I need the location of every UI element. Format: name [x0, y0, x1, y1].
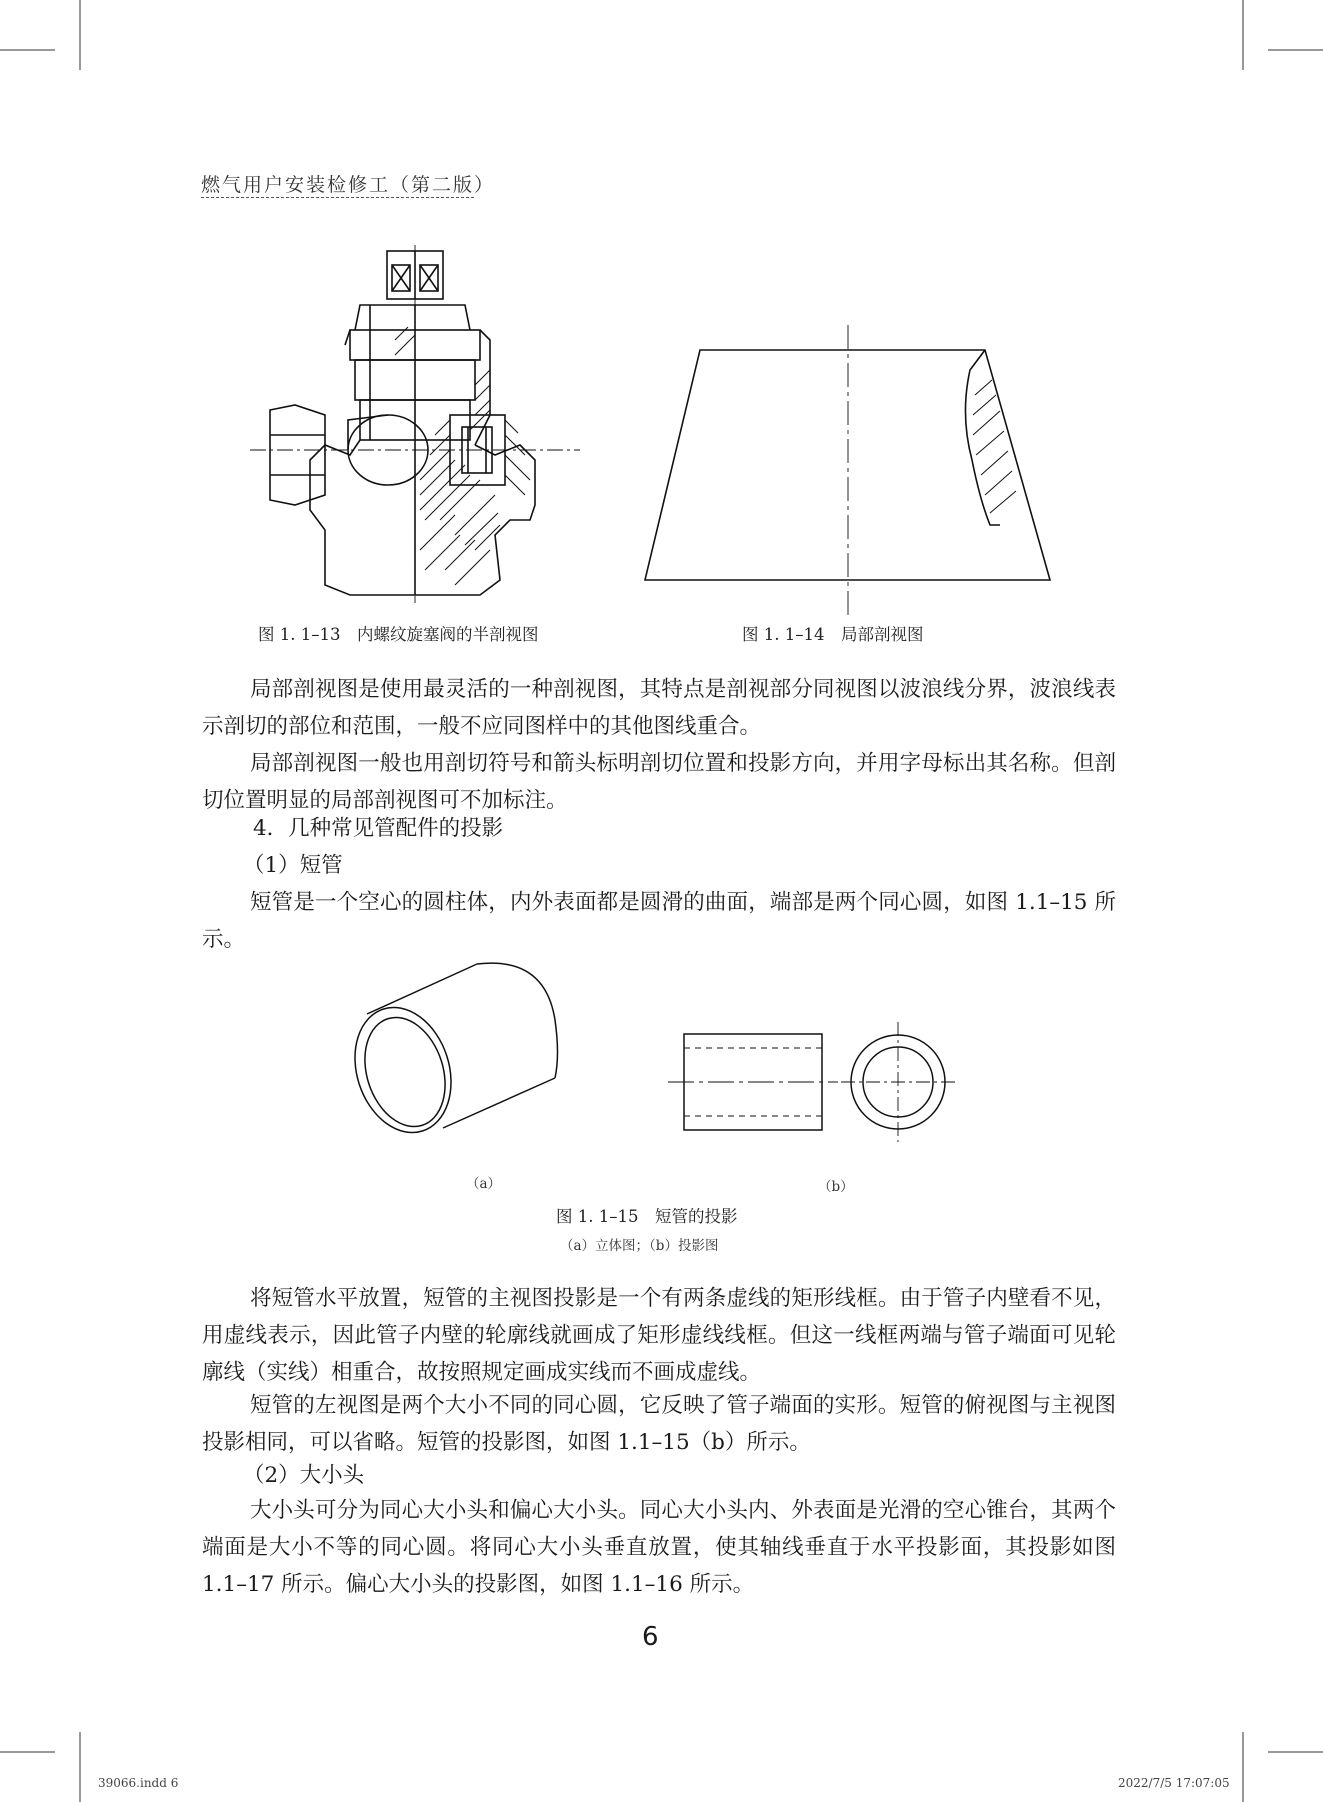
short-pipe-front-view [668, 1018, 838, 1148]
file-slug: 39066.indd 6 [98, 1776, 179, 1790]
figure-15-caption: 图 1. 1–15 短管的投影 [556, 1207, 738, 1226]
local-section-drawing [640, 325, 1060, 625]
paragraph-2: 局部剖视图一般也用剖切符号和箭头标明剖切位置和投影方向，并用字母标出其名称。但剖切位置明显的局部剖视图可不加标注。 [202, 751, 1116, 813]
header-divider [201, 197, 474, 198]
page-number: 6 [642, 1622, 659, 1652]
paragraph-1: 局部剖视图是使用最灵活的一种剖视图，其特点是剖视部分同视图以波浪线分界，波浪线表示剖切的部位和范围，一般不应同图样中的其他图线重合。 [202, 677, 1116, 739]
short-pipe-side-view [841, 1022, 961, 1142]
short-pipe-isometric-drawing [355, 960, 585, 1145]
figure-15a-label: （a） [466, 1176, 502, 1192]
paragraph-5: 短管的左视图是两个大小不同的同心圆，它反映了管子端面的实形。短管的俯视图与主视图投影相同，可以省略。短管的投影图，如图 1.1–15（b）所示。 [202, 1393, 1116, 1455]
paragraph-3: 短管是一个空心的圆柱体，内外表面都是圆滑的曲面，端部是两个同心圆，如图 1.1–15 所示。 [202, 890, 1116, 952]
figure-13-caption: 图 1. 1–13 内螺纹旋塞阀的半剖视图 [258, 625, 539, 644]
timestamp-slug: 2022/7/5 17:07:05 [1118, 1776, 1230, 1790]
running-header: 燃气用户安装检修工（第二版） [201, 174, 496, 196]
paragraph-4: 将短管水平放置，短管的主视图投影是一个有两条虚线的矩形线框。由于管子内壁看不见，用虚线表示，因此管子内壁的轮廓线就画成了矩形虚线线框。但这一线框两端与管子端面可见轮廓线（实线）相重合，故按照规定画成实线而不画成虚线。 [202, 1286, 1116, 1385]
valve-half-section-drawing [250, 245, 590, 605]
figure-14-caption: 图 1. 1–14 局部剖视图 [742, 625, 924, 644]
subsection-heading-1: （1）短管 [243, 853, 343, 878]
section-heading-4: 4．几种常见管配件的投影 [253, 816, 504, 841]
figure-15-subcaption: （a）立体图；（b）投影图 [560, 1238, 719, 1254]
subsection-heading-2: （2）大小头 [243, 1463, 365, 1488]
paragraph-6: 大小头可分为同心大小头和偏心大小头。同心大小头内、外表面是光滑的空心锥台，其两个端面是大小不等的同心圆。将同心大小头垂直放置，使其轴线垂直于水平投影面，其投影如图 1.1–17 所示。偏心大小头的投影图，如图 1.1–16 所示。 [202, 1498, 1116, 1597]
figure-15b-label: （b） [818, 1179, 854, 1195]
